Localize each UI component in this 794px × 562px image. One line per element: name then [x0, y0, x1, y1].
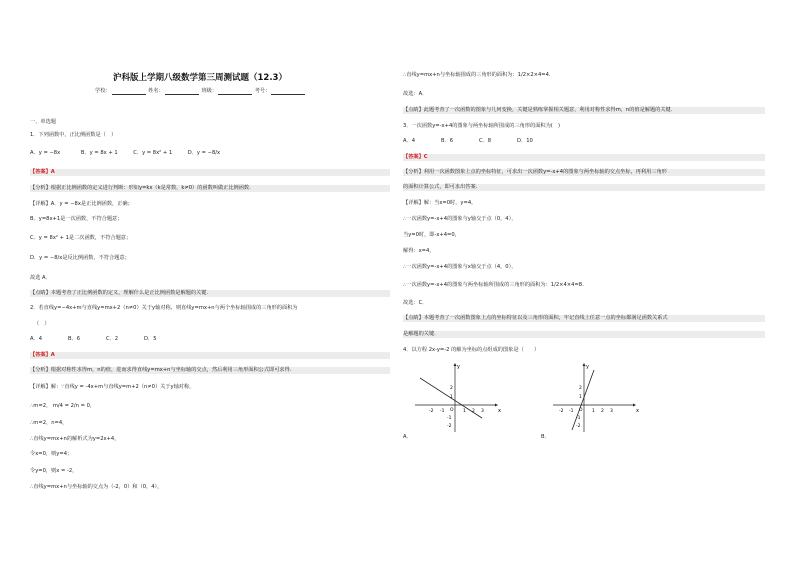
- q1-choice: 故选 A．: [30, 275, 51, 281]
- y-tick: -1: [576, 416, 581, 421]
- q2-choice: 故选：A．: [403, 91, 428, 97]
- q2-options: A．4 B．6 C．2 D．5: [30, 336, 157, 342]
- x-tick: -2: [559, 409, 564, 414]
- y-tick: -2: [576, 424, 581, 429]
- y-axis-label: y: [586, 364, 589, 370]
- exam-no-label: 考号：: [254, 88, 271, 94]
- x-tick: 1: [592, 409, 595, 414]
- q2-detail-7: ∴直线y=mx+n与坐标轴的交点为（-2，0）和（0，4），: [30, 484, 163, 490]
- q2-detail-5: 令x=0，则y=4；: [30, 451, 73, 457]
- q1-answer: 【答案】A: [30, 169, 390, 176]
- y-tick: -1: [447, 416, 452, 421]
- x-tick: -1: [569, 409, 574, 414]
- graph-option-a: [410, 360, 500, 436]
- x-tick: 1: [463, 409, 466, 414]
- q3-detail-4: 解得：x=4，: [403, 248, 435, 254]
- q3-detail-3: 当y=0时，即-x+4=0，: [403, 232, 460, 238]
- section-heading: 一、单选题: [30, 119, 56, 125]
- q1-detail-d: D．y = −8/x是反比例函数，不符合题意；: [30, 255, 130, 261]
- q1-options: A．y = −8x B．y = 8x + 1 C．y = 8x² + 1 D．y = −8/x: [30, 150, 221, 156]
- q3-options: A．4 B．6 C．8 D．10: [403, 138, 533, 144]
- y-tick: 1: [579, 395, 582, 400]
- page-title: 沪科版上学期八级数学第三周测试题（12.3）: [113, 73, 287, 83]
- x-axis-arrow: [495, 404, 498, 407]
- graph-option-b: [548, 360, 638, 436]
- class-field: [218, 88, 252, 95]
- q3-detail-2: ∴一次函数y=-x+4的图象与y轴交于点（0，4），: [403, 216, 517, 222]
- q1-analysis: 【分析】根据正比例函数的定义进行判断：形如y=kx（k是常数，k≠0）的函数叫做正比例函数.: [30, 185, 390, 192]
- name-field: [165, 88, 199, 95]
- q3-choice: 故选：C．: [403, 300, 428, 306]
- class-label: 班级：: [201, 88, 218, 94]
- q2-answer: 【答案】A: [30, 352, 390, 359]
- origin-label: O: [450, 408, 454, 413]
- x-tick: -1: [440, 409, 445, 414]
- x-axis-label: x: [498, 408, 501, 414]
- q2-detail-4: ∴直线y=mx+n的解析式为y=2x+4，: [30, 436, 120, 442]
- question-3: 3．一次函数y=-x+4的图象与两坐标轴所围成的三角形的面积为( ): [403, 123, 561, 129]
- q1-comment: 【点睛】本题考查了正比例函数的定义，理解什么是正比例函数是解题的关键.: [30, 290, 390, 297]
- exam-no-field: [271, 88, 305, 95]
- x-tick: 3: [610, 409, 613, 414]
- q3-answer: 【答案】C: [403, 154, 765, 161]
- y-tick: 2: [579, 386, 582, 391]
- x-tick: -2: [429, 409, 434, 414]
- x-tick: 3: [481, 409, 484, 414]
- y-tick: 1: [450, 395, 453, 400]
- q2-bracket: （ ）: [34, 321, 50, 327]
- x-axis-arrow: [633, 404, 636, 407]
- student-info-line: [95, 88, 306, 95]
- x-axis-label: x: [636, 408, 639, 414]
- x-tick: 2: [472, 409, 475, 414]
- option-a-label: A．: [403, 434, 412, 440]
- q3-detail-5: ∴一次函数y=-x+4的图象与x轴交于点（4，0），: [403, 264, 517, 270]
- q2-comment: 【点睛】此题考查了一次函数的图象与几何变换，关键是熟练掌握相关题意，利用对称性求得m，n的值是解题的关键.: [403, 107, 765, 114]
- y-axis-label: y: [457, 364, 460, 370]
- q3-analysis-2: 的面积计算公式，即可求出答案.: [403, 184, 765, 191]
- q1-detail: 【详解】A．y = −8x是正比例函数，正确；: [30, 201, 133, 207]
- school-label: 学校：: [95, 88, 111, 94]
- q2-area-result: ∴直线y=mx+n与坐标轴围成的三角形的面积为：1/2×2×4=4.: [403, 72, 551, 78]
- y-tick: 2: [450, 386, 453, 391]
- function-line: [572, 370, 594, 430]
- q2-analysis: 【分析】根据对称性求得m，n的值，进而求得直线y=mx+n与坐标轴的交点，然后利用三角形面积公式即可求得.: [30, 367, 390, 374]
- school-field: [112, 88, 146, 95]
- option-b-label: B．: [541, 434, 550, 440]
- q2-detail-2: ∴m=2， m/4 = 2/n = 0，: [30, 403, 96, 409]
- q2-detail-6: 令y=0，则x = -2，: [30, 468, 78, 474]
- q3-detail: 【详解】解：当x=0时，y=4，: [403, 200, 477, 206]
- q1-detail-b: B．y=8x+1是一次函数，不符合题意；: [30, 216, 123, 222]
- q3-detail-6: ∴一次函数y=-x+4的图象与两坐标轴所围成的三角形的面积为：1/2×4×4=8.: [403, 282, 584, 288]
- q3-comment-2: 是解题的关键.: [403, 331, 765, 338]
- origin-label: O: [579, 408, 583, 413]
- question-2: 2．若直线y=−4x+m与直线y=mx+2（n≠0）关于y轴对称，则直线y=mx+n与两个坐标轴围成的三角形的面积为: [30, 305, 298, 311]
- x-tick: 2: [601, 409, 604, 414]
- q2-detail: 【详解】解：∵直线y = -4x+m与直线y=m+2（n≠0）关于y轴对称，: [30, 384, 195, 390]
- name-label: 姓名：: [148, 88, 164, 94]
- q1-detail-c: C．y = 8x² + 1是二次函数，不符合题意；: [30, 235, 132, 241]
- question-4: 4．以方程 2x-y=-2 的解为坐标的点组成的图象是（ ）: [403, 347, 540, 353]
- q3-analysis: 【分析】利用一次函数图象上点的坐标特征，可求出一次函数y=-x+4的图象与两坐标轴的交点坐标，再利用三角形: [403, 169, 765, 176]
- question-1: 1．下列函数中，正比例函数是（ ）: [30, 132, 117, 138]
- q2-detail-3: ∴m=2，n=4，: [30, 420, 68, 426]
- q3-comment: 【点睛】本题考查了一次函数图象上点的坐标特征以及三角形的面积，牢记直线上任意一点的坐标都满足函数关系式: [403, 315, 765, 322]
- y-tick: -2: [447, 424, 452, 429]
